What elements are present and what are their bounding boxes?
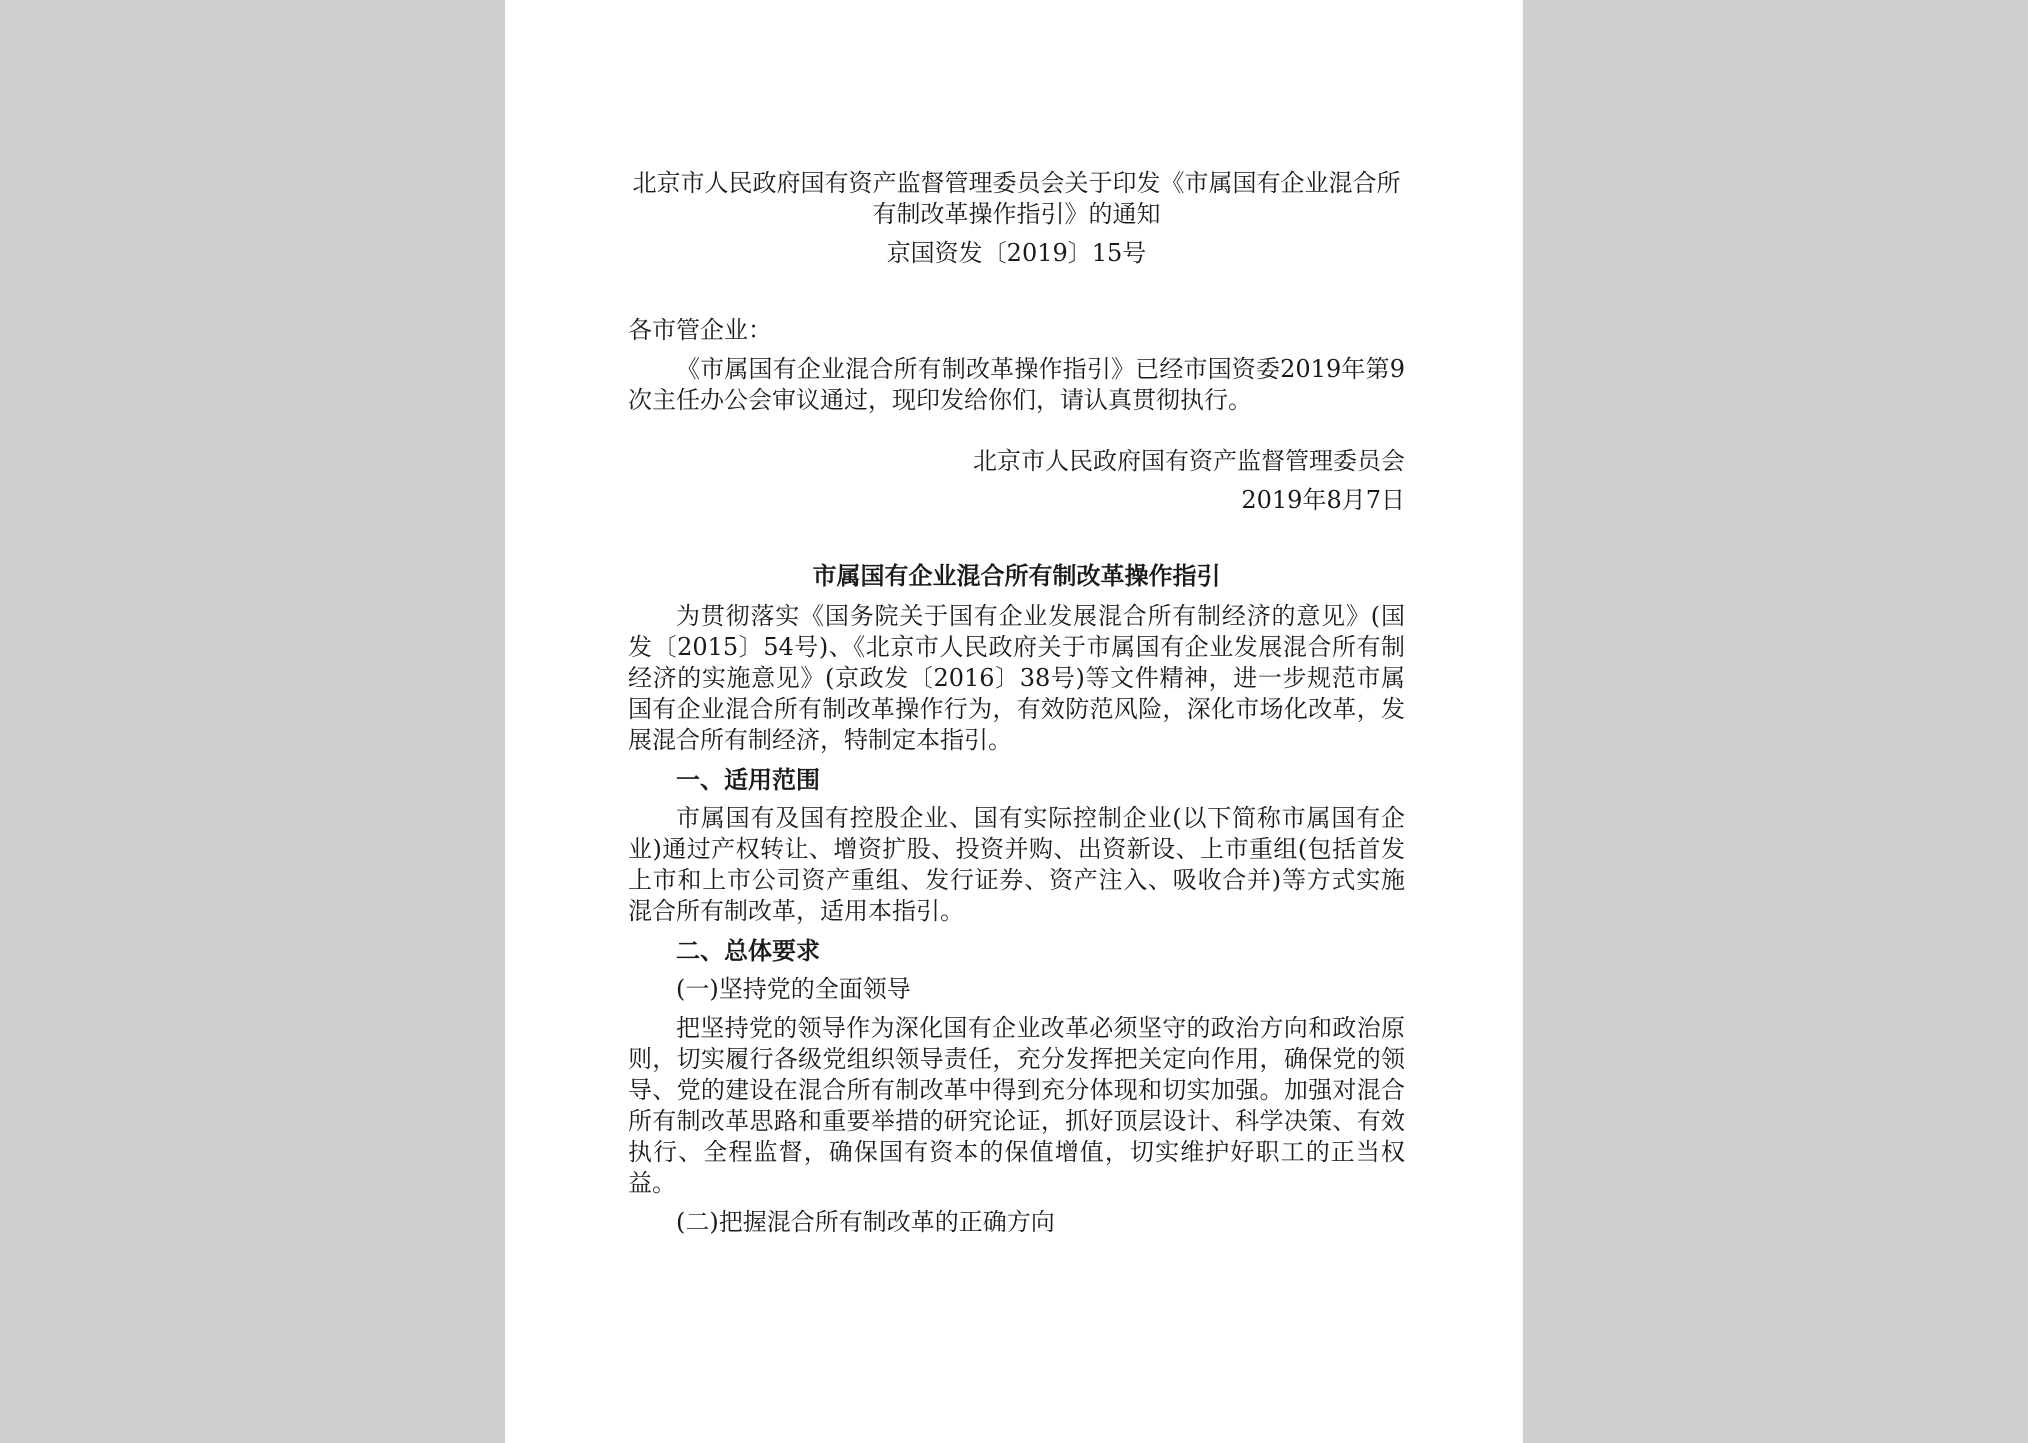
notice-body: 《市属国有企业混合所有制改革操作指引》已经市国资委2019年第9次主任办公会审议通过，现印发给你们，请认真贯彻执行。: [628, 355, 1405, 414]
section-heading: 一、适用范围: [676, 765, 820, 794]
signature-date: 2019年8月7日: [1241, 486, 1405, 514]
notice-title: 北京市人民政府国有资产监督管理委员会关于印发《市属国有企业混合所有制改革操作指引》的通知: [632, 169, 1401, 228]
signature-organization: 北京市人民政府国有资产监督管理委员会: [973, 447, 1405, 475]
section-text: 市属国有及国有控股企业、国有实际控制企业(以下简称市属国有企业)通过产权转让、增资扩股、投资并购、出资新设、上市重组(包括首发上市和上市公司资产重组、发行证券、资产注入、吸收合并)等方式实施混合所有制改革，适用本指引。: [628, 804, 1405, 925]
salutation: 各市管企业：: [628, 316, 772, 344]
subsection-heading: (一)坚持党的全面领导: [676, 975, 911, 1003]
subsection-heading: (二)把握混合所有制改革的正确方向: [676, 1208, 1055, 1236]
page-content: [628, 168, 1405, 1238]
guide-body: [628, 601, 1405, 756]
subsection-text: 把坚持党的领导作为深化国有企业改革必须坚守的政治方向和政治原则，切实履行各级党组织领导责任，充分发挥把关定向作用，确保党的领导、党的建设在混合所有制改革中得到充分体现和切实加强。加强对混合所有制改革思路和重要举措的研究论证，抓好顶层设计、科学决策、有效执行、全程监督，确保国有资本的保值增值，切实维护好职工的正当权益。: [628, 1014, 1405, 1197]
document-page: [505, 0, 1523, 1443]
document-number: 京国资发〔2019〕15号: [886, 239, 1147, 267]
section-heading: 二、总体要求: [676, 936, 820, 965]
guide-title: 市属国有企业混合所有制改革操作指引: [812, 561, 1221, 590]
guide-intro: 为贯彻落实《国务院关于国有企业发展混合所有制经济的意见》(国发〔2015〕54号)、《北京市人民政府关于市属国有企业发展混合所有制经济的实施意见》(京政发〔2016〕38号)等文件精神，进一步规范市属国有企业混合所有制改革操作行为，有效防范风险，深化市场化改革，发展混合所有制经济，特制定本指引。: [628, 602, 1405, 754]
